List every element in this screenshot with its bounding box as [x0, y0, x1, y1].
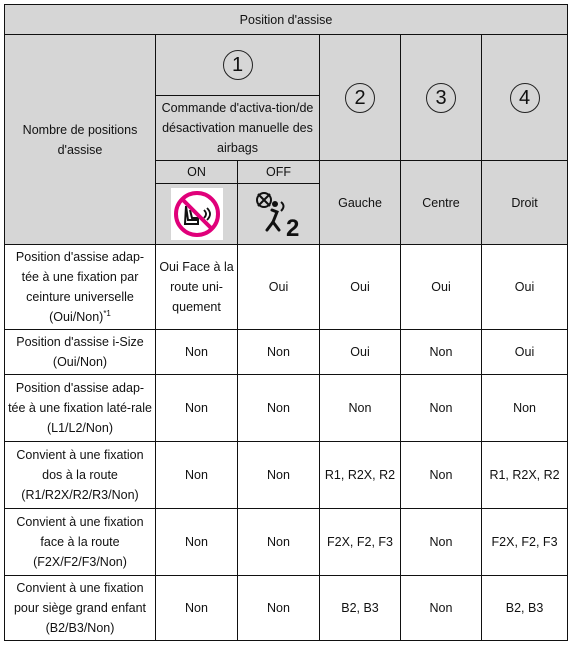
seat-1-number: 1	[223, 50, 253, 80]
cell-off: Non	[238, 442, 320, 509]
cell-off: Non	[238, 576, 320, 641]
cell-on: Non	[156, 576, 238, 641]
seat-2-number: 2	[345, 83, 375, 113]
seat-1-number-cell	[156, 35, 320, 96]
table-row	[5, 509, 568, 576]
cell-on: Oui Face à la route uni-quement	[156, 245, 238, 330]
seat-3-label: Centre	[401, 161, 482, 245]
cell-off: Non	[238, 509, 320, 576]
cell-centre: Non	[401, 509, 482, 576]
cell-gauche: Oui	[320, 330, 401, 375]
row-label: Convient à une fixation face à la route (F2X/F2/F3/Non)	[5, 509, 156, 576]
seating-positions-table	[4, 4, 568, 641]
seat-4-number: 4	[510, 83, 540, 113]
seat-2-label: Gauche	[320, 161, 401, 245]
cell-on: Non	[156, 442, 238, 509]
cell-off: Non	[238, 375, 320, 442]
cell-droit: B2, B3	[482, 576, 568, 641]
row-label: Position d'assise i-Size (Oui/Non)	[5, 330, 156, 375]
cell-centre: Non	[401, 576, 482, 641]
airbag-switch-label: Commande d'activa-tion/de désactivation manuelle des airbags	[156, 96, 320, 161]
cell-gauche: F2X, F2, F3	[320, 509, 401, 576]
off-icon-digit: 2	[285, 215, 299, 240]
cell-centre: Oui	[401, 245, 482, 330]
cell-centre: Non	[401, 442, 482, 509]
on-icon-cell	[156, 184, 238, 245]
airbag-off-icon	[251, 188, 307, 240]
seat-2-number-cell	[320, 35, 401, 161]
cell-gauche: R1, R2X, R2	[320, 442, 401, 509]
table-row	[5, 245, 568, 330]
cell-centre: Non	[401, 330, 482, 375]
cell-on: Non	[156, 375, 238, 442]
table-row	[5, 576, 568, 641]
cell-centre: Non	[401, 375, 482, 442]
seat-3-number: 3	[426, 83, 456, 113]
table-row	[5, 375, 568, 442]
cell-droit: Oui	[482, 245, 568, 330]
cell-on: Non	[156, 330, 238, 375]
cell-droit: Non	[482, 375, 568, 442]
table-title: Position d'assise	[5, 5, 568, 35]
table-row	[5, 442, 568, 509]
seat-3-number-cell	[401, 35, 482, 161]
row-label: Convient à une fixation dos à la route (R1/R2X/R2/R3/Non)	[5, 442, 156, 509]
seat-4-number-cell	[482, 35, 568, 161]
table-row	[5, 330, 568, 375]
off-label: OFF	[238, 161, 320, 184]
cell-gauche: Oui	[320, 245, 401, 330]
cell-droit: F2X, F2, F3	[482, 509, 568, 576]
on-label: ON	[156, 161, 238, 184]
row-label: Position d'assise adap-tée à une fixation par ceinture universelle $(Oui/Non)^{*1}$	[5, 245, 156, 330]
cell-off: Non	[238, 330, 320, 375]
row-header-label: Nombre de positions d'assise	[5, 35, 156, 245]
seat-4-label: Droit	[482, 161, 568, 245]
cell-off: Oui	[238, 245, 320, 330]
off-icon-cell	[238, 184, 320, 245]
cell-on: Non	[156, 509, 238, 576]
row-label: Convient à une fixation pour siège grand enfant (B2/B3/Non)	[5, 576, 156, 641]
airbag-on-child-seat-prohibited-icon	[171, 188, 223, 240]
cell-droit: R1, R2X, R2	[482, 442, 568, 509]
cell-gauche: Non	[320, 375, 401, 442]
cell-gauche: B2, B3	[320, 576, 401, 641]
row-label: Position d'assise adap-tée à une fixation laté-rale (L1/L2/Non)	[5, 375, 156, 442]
cell-droit: Oui	[482, 330, 568, 375]
